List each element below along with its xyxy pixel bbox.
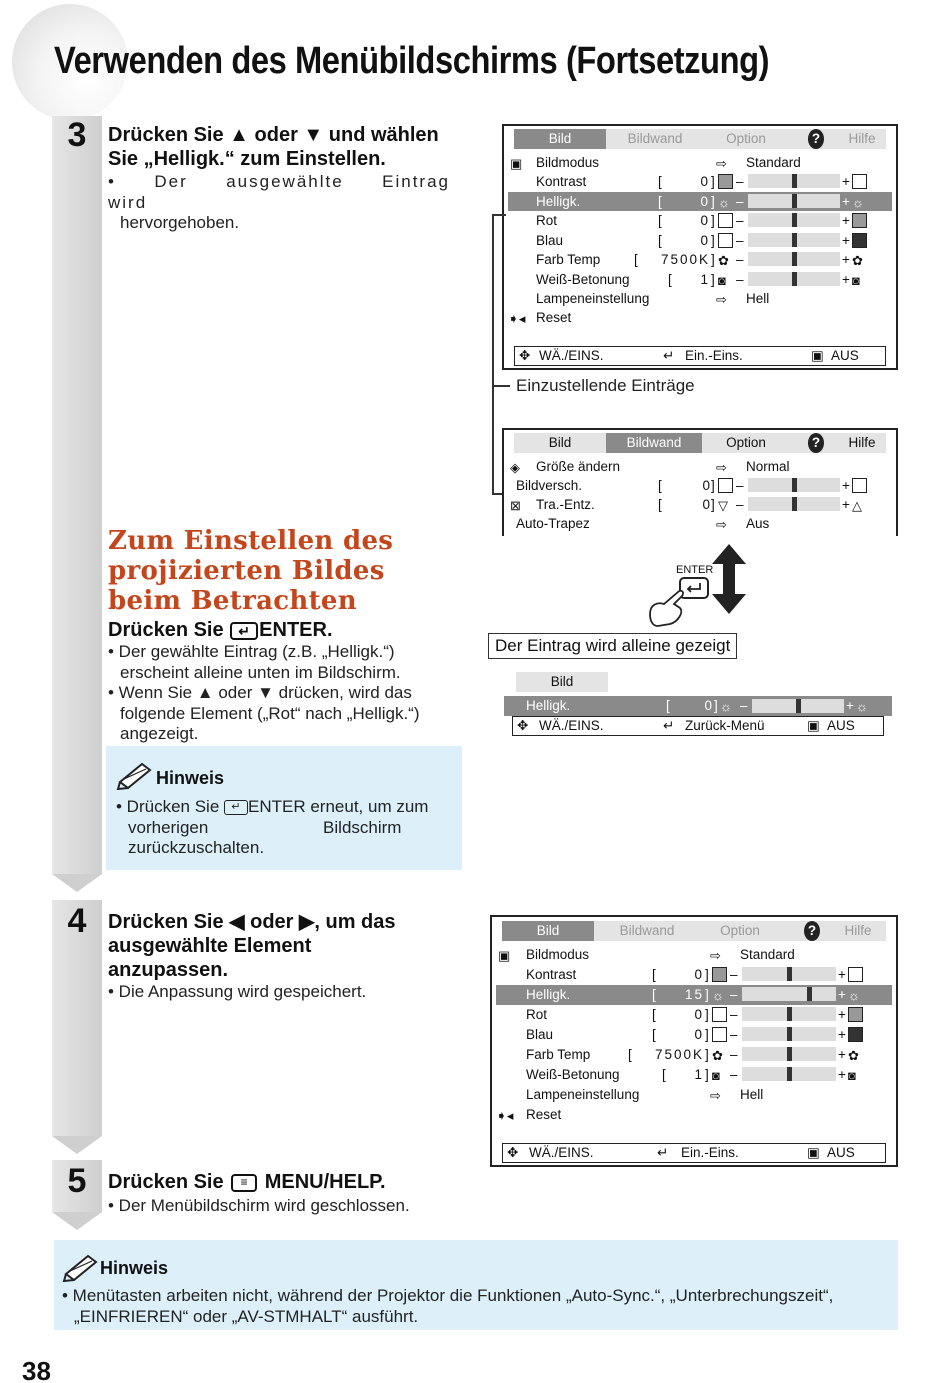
- menu-row-groesse[interactable]: ◈ Größe ändern ⇨ Normal: [510, 459, 790, 475]
- picture-mode-icon: ▣: [510, 156, 523, 171]
- menu-row-kontrast[interactable]: [508, 172, 892, 191]
- menu-row-reset[interactable]: ➧◂ Reset: [496, 1105, 892, 1125]
- arrow-right-icon: ⇨: [716, 517, 727, 532]
- menu-row-slider[interactable]: [748, 194, 840, 208]
- menu-footer: ✥ WÄ./EINS. ↵ Ein.-Eins. ▣ AUS: [514, 346, 886, 366]
- white-emphasis-low-icon: ◙: [718, 272, 726, 288]
- step-4-tab-arrow: [52, 1136, 102, 1154]
- menu-row-value: 0: [700, 174, 710, 189]
- trapezoid-down-icon: ▽: [718, 498, 728, 513]
- menu-row-value: 7500K: [654, 1047, 704, 1062]
- enter-key-icon: ↵: [224, 800, 248, 815]
- move-icon: ✥: [507, 1145, 519, 1160]
- callout-line: [492, 214, 494, 494]
- menu-row-bildmodus[interactable]: ▣ Bildmodus ⇨ Standard: [496, 945, 892, 965]
- bracket-close: ]: [705, 1067, 709, 1082]
- brightness-low-icon: ☼: [720, 699, 732, 714]
- minus-sign: –: [736, 232, 744, 248]
- menu-row-value: 1: [694, 1067, 704, 1082]
- contrast-low-icon: [718, 174, 733, 189]
- callout-line: [492, 214, 506, 216]
- menu-row-reset[interactable]: ➧◂ Reset: [508, 310, 572, 326]
- minus-sign: –: [736, 174, 744, 189]
- menu-row-slider[interactable]: [748, 272, 840, 286]
- bracket-close: ]: [705, 987, 709, 1002]
- white-emphasis-high-icon: ◙: [852, 272, 860, 288]
- osd-menu-bild: [502, 124, 898, 370]
- menu-row-slider[interactable]: [742, 1007, 836, 1021]
- menu-row-helligk[interactable]: [508, 192, 892, 211]
- menu-button-icon: ▣: [807, 718, 820, 733]
- minus-sign: –: [730, 967, 738, 982]
- bracket-close: ]: [711, 193, 715, 209]
- plus-sign: +: [842, 271, 850, 287]
- step-4-number: 4: [67, 902, 87, 940]
- slider-knob[interactable]: [792, 213, 797, 227]
- red-high-icon: [852, 213, 867, 228]
- menu-row-label: Helligk.: [536, 193, 581, 209]
- step-3-bullet: • Der ausgewählte Eintrag wird hervorgehoben.: [108, 172, 450, 232]
- bracket-close: ]: [705, 1027, 709, 1042]
- menu-row-helligk[interactable]: [496, 985, 892, 1005]
- menu-row-value: 0: [700, 213, 710, 228]
- keystone-icon: ⊠: [510, 498, 521, 513]
- contrast-high-icon: [848, 967, 863, 982]
- enter-icon: ↵: [663, 348, 675, 363]
- step-5-bullet: • Der Menübildschirm wird geschlossen.: [108, 1196, 410, 1215]
- bracket-close: ]: [711, 213, 715, 228]
- arrow-right-icon: ⇨: [716, 156, 727, 171]
- color-temp-low-icon: ✿: [718, 253, 729, 268]
- step-3-tab-arrow: [52, 874, 102, 892]
- tab-bildwand[interactable]: Bildwand: [606, 433, 702, 453]
- move-icon: ✥: [519, 348, 531, 363]
- brightness-low-icon: ☼: [712, 988, 724, 1003]
- menu-row-blau[interactable]: [496, 1025, 892, 1045]
- minus-sign: –: [736, 252, 744, 267]
- bracket-open: [: [662, 1067, 666, 1082]
- plus-sign: +: [842, 252, 850, 267]
- tab-hilfe[interactable]: Hilfe: [844, 923, 872, 938]
- step-5-number: 5: [67, 1162, 87, 1200]
- reset-icon: ➧◂: [496, 1108, 514, 1123]
- hand-pressing-enter-icon: [644, 574, 714, 628]
- bracket-open: [: [634, 252, 638, 267]
- menu-row-slider[interactable]: [742, 1027, 836, 1041]
- menu-row-label: Kontrast: [536, 174, 587, 189]
- hint-2-title: Hinweis: [100, 1258, 169, 1278]
- enter-key-label: ENTER: [676, 564, 714, 576]
- menu-row-weiss[interactable]: [508, 270, 892, 289]
- single-item-footer: ✥ WÄ./EINS. ↵ Zurück-Menü ▣ AUS: [512, 716, 884, 736]
- help-icon: ?: [808, 433, 824, 453]
- plus-sign: +: [838, 1027, 846, 1042]
- blue-high-icon: [848, 1027, 863, 1042]
- slider-knob[interactable]: [807, 987, 812, 1001]
- slider-knob[interactable]: [792, 252, 797, 266]
- hint-1-text: • Drücken Sie ↵ ENTER erneut, um zum vorherigen Bildschirm zurückzuschalten.: [116, 797, 429, 857]
- white-emphasis-high-icon: ◙: [848, 1068, 856, 1083]
- menu-row-weiss[interactable]: [496, 1065, 892, 1085]
- plus-sign: +: [838, 1067, 846, 1082]
- bracket-close: ]: [705, 1047, 709, 1062]
- bracket-close: ]: [711, 232, 715, 248]
- arrow-right-icon: ⇨: [710, 948, 721, 963]
- arrow-right-icon: ⇨: [716, 460, 727, 475]
- menu-row-slider[interactable]: [748, 174, 840, 188]
- up-down-arrow-icon: [712, 544, 746, 614]
- plus-sign: +: [838, 1007, 846, 1022]
- step-3-heading: Drücken Sie ▲ oder ▼ und wählen Sie „Helligk.“ zum Einstellen.: [108, 124, 439, 170]
- menu-row-slider[interactable]: [742, 1047, 836, 1061]
- menu-row-value: 0: [694, 1027, 704, 1042]
- contrast-high-icon: [852, 174, 867, 189]
- menu-row-label: Rot: [526, 1007, 548, 1022]
- step-4-heading: Drücken Sie ◀ oder ▶, um das ausgewählte Element anzupassen.: [108, 911, 396, 981]
- menu-row-bildmodus[interactable]: ▣ Bildmodus ⇨ Standard: [510, 155, 801, 171]
- hint-1-title: Hinweis: [156, 768, 225, 788]
- bracket-close: ]: [711, 271, 715, 287]
- tab-hilfe[interactable]: Hilfe: [848, 435, 876, 450]
- image-shift-down-icon: [718, 478, 733, 493]
- image-shift-up-icon: [852, 478, 867, 493]
- plus-sign: +: [842, 232, 850, 248]
- menu-row-value: 0: [694, 967, 704, 982]
- menu-key-icon: ≡: [231, 1174, 257, 1192]
- menu-row-value: 15: [684, 987, 704, 1002]
- single-item-tab: Bild: [516, 672, 608, 692]
- red-low-icon: [718, 213, 733, 228]
- picture-mode-icon: ▣: [498, 948, 511, 963]
- menu-row-label: Farb Temp: [526, 1047, 591, 1062]
- tab-bild[interactable]: Bild: [548, 435, 572, 450]
- color-temp-high-icon: ✿: [852, 253, 863, 268]
- slider-knob[interactable]: [792, 174, 797, 188]
- menu-row-label: Blau: [526, 1027, 554, 1042]
- minus-sign: –: [736, 193, 744, 209]
- menu-row-label: Blau: [536, 232, 564, 248]
- color-temp-high-icon: ✿: [848, 1048, 859, 1063]
- red-high-icon: [848, 1007, 863, 1022]
- menu-row-value: 7500K: [660, 252, 710, 267]
- blue-low-icon: [718, 233, 733, 248]
- slider-knob[interactable]: [792, 194, 797, 208]
- menu-row-slider[interactable]: [748, 213, 840, 227]
- minus-sign: –: [730, 1027, 738, 1042]
- step-3-tab: [52, 116, 102, 874]
- brightness-low-icon: ☼: [718, 194, 730, 210]
- plus-sign: +: [842, 213, 850, 228]
- tab-bildwand[interactable]: Bildwand: [619, 923, 675, 938]
- minus-sign: –: [736, 213, 744, 228]
- menu-tab-bar: [514, 433, 886, 453]
- menu-button-icon: ▣: [807, 1145, 820, 1160]
- menu-row-farbtemp[interactable]: [508, 250, 892, 269]
- step-4-bullet: • Die Anpassung wird gespeichert.: [108, 982, 367, 1001]
- menu-row-value: 0: [694, 1007, 704, 1022]
- tab-option[interactable]: Option: [726, 435, 766, 450]
- plus-sign: +: [838, 967, 846, 982]
- callout-label: Einzustellende Einträge: [516, 376, 695, 395]
- menu-row-value: 0: [700, 232, 710, 248]
- minus-sign: –: [730, 1007, 738, 1022]
- tab-option[interactable]: Option: [726, 131, 766, 146]
- page-title: Verwenden des Menübildschirms (Fortsetzung): [54, 40, 770, 82]
- menu-row-blau[interactable]: [508, 231, 892, 250]
- contrast-low-icon: [712, 967, 727, 982]
- slider-knob[interactable]: [787, 1027, 792, 1041]
- blue-high-icon: [852, 233, 867, 248]
- color-temp-low-icon: ✿: [712, 1048, 723, 1063]
- menu-row-slider[interactable]: [742, 1067, 836, 1081]
- hint-2-text: • Menütasten arbeiten nicht, während der Projektor die Funktionen „Auto-Sync.“, „Unterbrechungszeit“, „EINFRIEREN“ oder „AV-STMHALT“ ausführt.: [62, 1286, 834, 1326]
- bracket-open: [: [628, 1047, 632, 1062]
- brightness-high-icon: ☼: [856, 699, 868, 714]
- bracket-close: ]: [711, 252, 715, 267]
- slider-knob[interactable]: [787, 1047, 792, 1061]
- menu-row-farbtemp[interactable]: [496, 1045, 892, 1065]
- menu-row-rot[interactable]: [508, 211, 892, 230]
- brightness-slider[interactable]: [752, 699, 844, 713]
- menu-row-rot[interactable]: [496, 1005, 892, 1025]
- reset-icon: ➧◂: [508, 311, 526, 326]
- tab-bild[interactable]: Bild: [502, 921, 594, 941]
- menu-row-label: Weiß-Betonung: [526, 1067, 620, 1082]
- slider-knob[interactable]: [787, 1007, 792, 1021]
- osd-single-item: [504, 672, 892, 738]
- menu-row-slider[interactable]: [748, 233, 840, 247]
- minus-sign: –: [730, 1047, 738, 1062]
- plus-sign: +: [838, 1047, 846, 1062]
- blue-low-icon: [712, 1027, 727, 1042]
- menu-row-slider[interactable]: [742, 987, 836, 1001]
- step-5-heading: Drücken Sie ≡ MENU/HELP.: [108, 1171, 386, 1193]
- menu-footer: ✥ WÄ./EINS. ↵ Ein.-Eins. ▣ AUS: [502, 1143, 886, 1163]
- slider-knob[interactable]: [796, 699, 801, 713]
- enter-key-icon: ↵: [230, 622, 258, 640]
- menu-tab-bar: [514, 129, 886, 149]
- plus-sign: +: [842, 193, 850, 209]
- page-number: 38: [22, 1356, 51, 1383]
- menu-row-label: Rot: [536, 213, 558, 228]
- single-item-row[interactable]: Helligk. [ 0 ] ☼ – + ☼: [504, 696, 892, 716]
- bracket-open: [: [652, 967, 656, 982]
- menu-row-value: 1: [700, 271, 710, 287]
- bracket-open: [: [652, 1007, 656, 1022]
- pencil-icon: [116, 760, 156, 790]
- plus-sign: +: [838, 987, 846, 1002]
- slider-knob[interactable]: [792, 233, 797, 247]
- menu-row-bildversch[interactable]: Bildversch. [ 0 ] – +: [508, 476, 892, 495]
- tab-bildwand[interactable]: Bildwand: [627, 131, 683, 146]
- brightness-high-icon: ☼: [848, 988, 860, 1003]
- help-icon: ?: [808, 129, 824, 149]
- help-icon: ?: [804, 921, 820, 941]
- arrow-right-icon: ⇨: [716, 292, 727, 307]
- menu-tab-bar: [502, 921, 886, 941]
- bracket-open: [: [652, 1027, 656, 1042]
- menu-row-autotrapez[interactable]: Auto-Trapez ⇨ Aus: [516, 516, 770, 532]
- adjust-enter-subheading: Drücken Sie ↵ ENTER.: [108, 619, 333, 641]
- slider-knob[interactable]: [787, 1067, 792, 1081]
- menu-row-label: Farb Temp: [536, 252, 601, 267]
- tab-hilfe[interactable]: Hilfe: [848, 131, 876, 146]
- bracket-open: [: [668, 271, 672, 287]
- red-low-icon: [712, 1007, 727, 1022]
- menu-row-label: Helligk.: [526, 987, 571, 1002]
- menu-button-icon: ▣: [811, 348, 824, 363]
- menu-row-traentz[interactable]: ⊠ Tra.-Entz. [ 0 ] ▽ – + △: [510, 497, 862, 513]
- tab-option[interactable]: Option: [720, 923, 760, 938]
- adjust-section-heading: Zum Einstellen des projizierten Bildes beim Betrachten: [108, 526, 394, 616]
- minus-sign: –: [730, 1067, 738, 1082]
- menu-row-lampe[interactable]: Lampeneinstellung ⇨ Hell: [536, 291, 770, 307]
- menu-row-value: 0: [700, 193, 710, 209]
- arrow-right-icon: ⇨: [710, 1088, 721, 1103]
- bracket-open: [: [658, 232, 662, 248]
- shown-alone-label: Der Eintrag wird alleine gezeigt: [488, 633, 737, 659]
- osd-menu-bildwand: [502, 428, 898, 536]
- menu-row-slider[interactable]: [742, 967, 836, 981]
- menu-row-label: Kontrast: [526, 967, 577, 982]
- bracket-close: ]: [705, 967, 709, 982]
- plus-sign: +: [842, 174, 850, 189]
- trapezoid-up-icon: △: [852, 498, 862, 513]
- enter-icon: ↵: [657, 1145, 669, 1160]
- move-icon: ✥: [517, 718, 529, 733]
- minus-sign: –: [736, 271, 744, 287]
- callout-line: [492, 385, 510, 387]
- bracket-close: ]: [705, 1007, 709, 1022]
- tab-bild[interactable]: Bild: [514, 129, 606, 149]
- brightness-high-icon: ☼: [852, 194, 864, 210]
- enter-icon: ↵: [663, 718, 675, 733]
- bracket-open: [: [658, 193, 662, 209]
- menu-row-label: Weiß-Betonung: [536, 271, 630, 287]
- minus-sign: –: [730, 987, 738, 1002]
- bracket-open: [: [658, 174, 662, 189]
- menu-row-lampe[interactable]: Lampeneinstellung ⇨ Hell: [496, 1085, 892, 1105]
- adjust-bullets: • Der gewählte Eintrag (z.B. „Helligk.“) erscheint alleine unten im Bildschirm. • Wenn Sie ▲ oder ▼ drücken, wird das folgende Element („Rot“ nach „Helligk.“) angezeigt.: [108, 642, 420, 743]
- slider-knob[interactable]: [792, 272, 797, 286]
- pencil-icon: [62, 1252, 102, 1282]
- slider-knob[interactable]: [787, 967, 792, 981]
- bracket-close: ]: [711, 174, 715, 189]
- osd-menu-bild-adjusted: [490, 915, 898, 1167]
- bracket-open: [: [658, 213, 662, 228]
- step-3-number: 3: [67, 116, 87, 154]
- step-5-tab-arrow: [52, 1212, 102, 1230]
- white-emphasis-low-icon: ◙: [712, 1068, 720, 1083]
- menu-row-slider[interactable]: [748, 252, 840, 266]
- bracket-open: [: [652, 987, 656, 1002]
- resize-icon: ◈: [510, 460, 520, 475]
- menu-row-kontrast[interactable]: [496, 965, 892, 985]
